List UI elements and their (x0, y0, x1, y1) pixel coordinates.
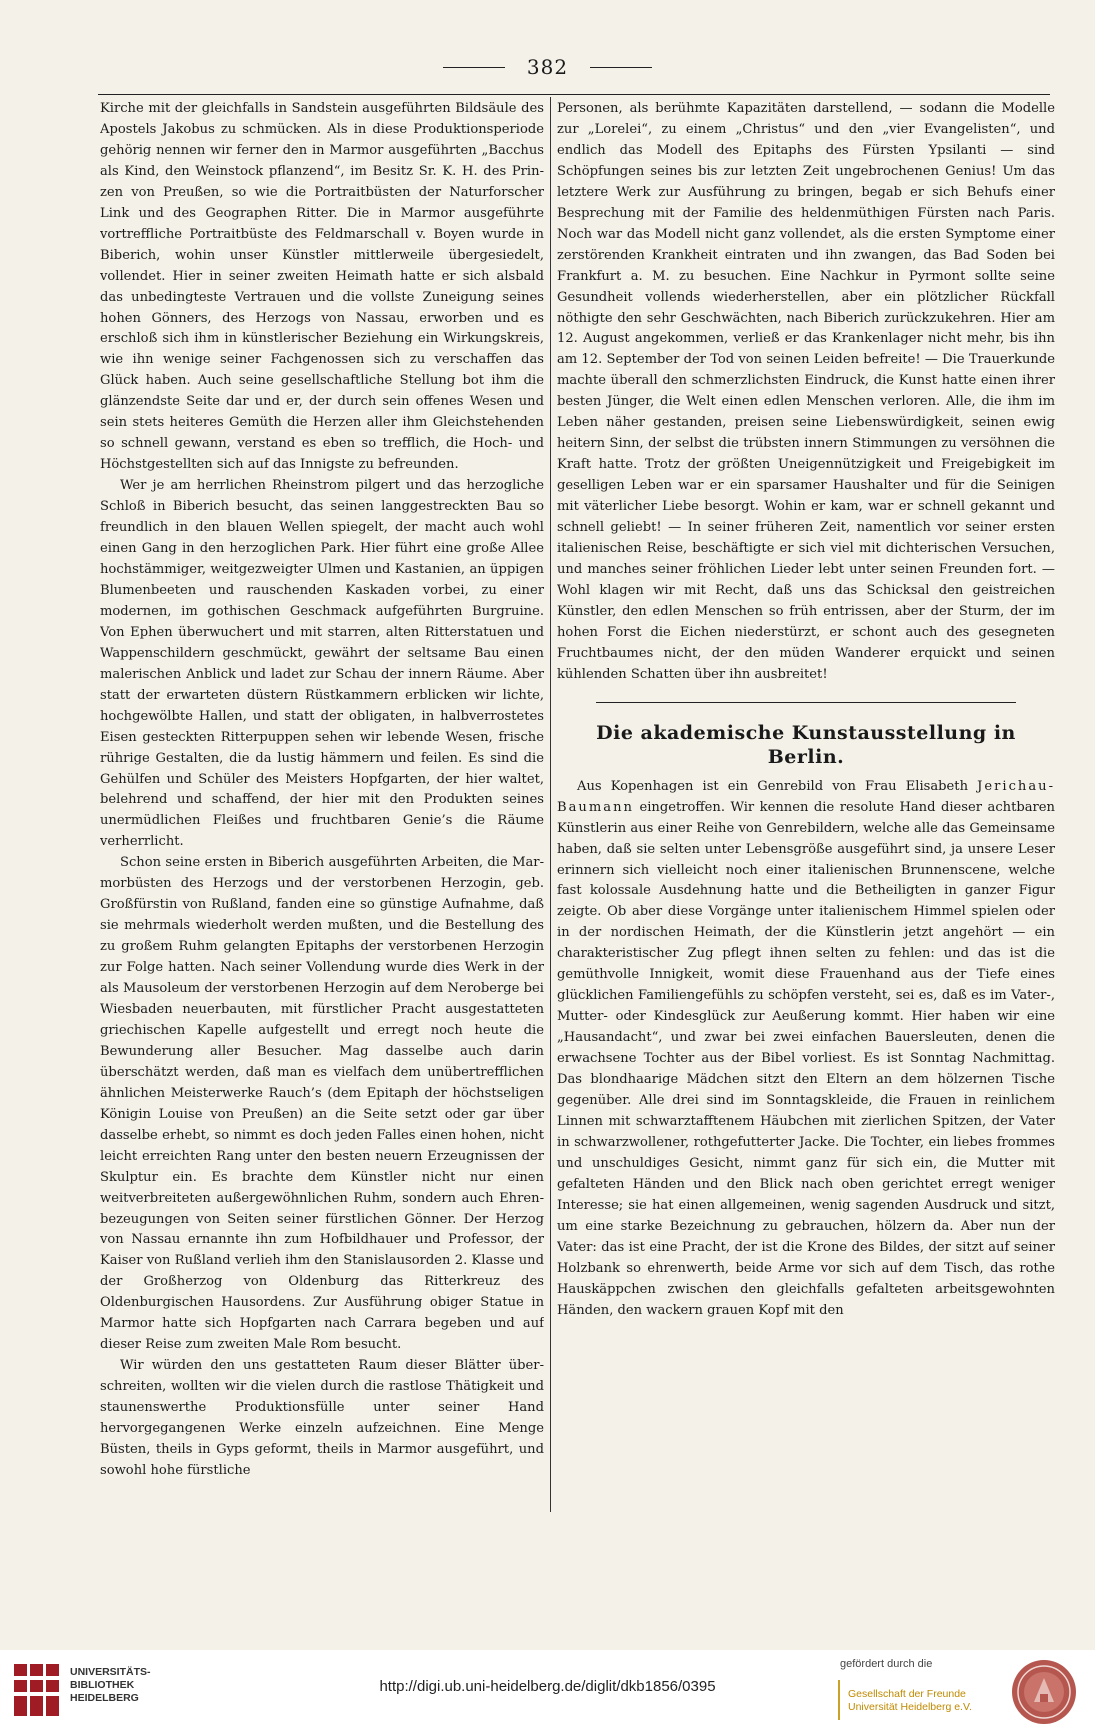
column-divider (550, 97, 551, 1512)
library-name-line: HEIDELBERG (70, 1692, 139, 1704)
article-heading: Die akademische Kunstausstellung in Berlin. (596, 721, 1016, 768)
article-opening-start: Aus Kopenhagen ist ein Genrebild von Frau Elisabeth (577, 778, 978, 794)
left-paragraph-1: Kirche mit der gleichfalls in Sandstein ausgeführten Bildsäule des Apostels Jakobus zu schmücken. Als in diese Produktionsperiode gehörig nennen wir ferner den in Marmor ausgeführten „Bacchus als Kind, den Weinstock pflanzend“, im Besitz Sr. K. H. des Prinzen von Preußen, so wie die Portraitbüsten der Naturforscher Link und des Geographen Ritter. Die in Marmor ausgeführte vortreffliche Portraitbüste des Feldmarschall v. Boyen wurde in Biberich, wohin unser Künstler mittlerweile übergesiedelt, vollendet. Hier in seiner zweiten Heimath hatte er sich alsbald das unbedingteste Vertrauen und die vollste Zuneigung seines hohen Gönners, des Herzogs von Nassau, erworben und es erschloß sich ihm in künstlerischer Beziehung ein Wirkungskreis, wie ihn wenige seiner Fachgenossen sich zu verschaffen das Glück haben. Auch seine gesellschaftliche Stellung bot ihm die glänzendste Seite dar und er, der durch sein offenes Wesen und sein stets heiteres Gemüth die Herzen aller ihm Gleichstehenden so schnell gewann, verstand es eben so trefflich, die Hoch- und Höchstgestellten sich auf das Innigste zu befreunden. (100, 101, 544, 473)
library-name-line: BIBLIOTHEK (70, 1679, 135, 1691)
header-dash-left (443, 67, 505, 68)
page-header (0, 55, 1095, 79)
left-paragraph-4: Wir würden den uns gestatteten Raum dieser Blätter überschreiten, wollten wir die vielen durch die rastlose Thätigkeit und staunenswerthe Produktionsfülle unter seiner Hand hervorgegangenen Werke einzeln aufzeichnen. Eine Menge Büsten, theils in Gyps geformt, theils in Marmor ausgeführt, und sowohl hohe fürstliche (100, 1358, 544, 1478)
page-number: 382 (526, 55, 569, 79)
left-paragraph-3: Schon seine ersten in Biberich ausgeführten Arbeiten, die Marmorbüsten des Herzogs und der verstorbenen Herzogin, geb. Großfürstin von Rußland, fanden eine so günstige Aufnahme, daß sie mehrmals wiederholt werden mußten, und die Bestellung des zu großem Ruhm gelangten Epitaphs der verstorbenen Herzogin zur Folge hatten. Nach seiner Vollendung wurde dies Werk in der als Mausoleum der verstorbenen Herzogin auf dem Neroberge bei Wiesbaden neuerbauten, mit fürstlicher Pracht ausgestatteten griechischen Kapelle aufgestellt und erregt noch heute die Bewunderung aller Besucher. Mag dasselbe auch darin überschätzt werden, daß man es vielfach dem unübertrefflichen ähnlichen Meisterwerke Rauch’s (dem Epitaph der höchstseligen Königin Louise von Preußen) an die Seite setzt oder gar über dasselbe erhebt, so nimmt es doch jeden Falles einen hohen, nicht leicht erreichten Rang unter den besten neuern Erzeugnissen der Skulptur ein. Es brachte dem Künstler nicht nur einen weitverbreiteten außergewöhnlichen Ruhm, sondern auch Ehrenbezeugungen von Seiten seiner fürstlichen Gönner. Der Herzog von Nassau ernannte ihn zum Hofbildhauer und Professor, der Kaiser von Rußland verlieh ihm den Stanislausorden 2. Klasse und der Großherzog von Oldenburg das Ritterkreuz des Oldenburgischen Hausordens. Zur Ausführung obiger Statue in Marmor hatte sich Hopfgarten nach Carrara begeben und auf dieser Reise zum zweiten Male Rom besucht. (100, 855, 544, 1353)
sponsor-divider (838, 1680, 840, 1720)
left-paragraph-2: Wer je am herrlichen Rheinstrom pilgert und das herzogliche Schloß in Biberich besucht, das seinen langgestreckten Bau so freundlich in den blauen Wellen spiegelt, der macht auch wohl einen Gang in den herzoglichen Park. Hier führt eine große Allee hochstämmiger, weitgezweigter Ulmen und Kastanien, an üppigen Blumenbeeten und rauschenden Kaskaden vorbei, zu einer modernen, im gothischen Geschmack aufgeführten Burgruine. Von Ephen überwuchert und mit starren, alten Ritterstatuen und Wappenschildern geschmückt, gewährt der seltsame Bau einen malerischen Anblick und ladet zur Schau der innern Räume. Aber statt der erwarteten düstern Rüstkammern erblicken wir lichte, hochgewölbte Hallen, und statt der obligaten, in halbverrostetes Eisen gesteckten Ritterpuppen sehen wir lebende Wesen, frische rührige Gestalten, die da lustig hämmern und feilen. Es sind die Gehülfen und Schüler des Meisters Hopfgarten, der hier waltet, belehrend und schaffend, der hier mit den Produkten seines unermüdlichen Fleißes und fruchtbaren Genie’s die Räume verherrlicht. (100, 478, 544, 850)
article-opening-rest: eingetroffen. Wir kennen die resolute Hand dieser achtbaren Künstlerin aus einer Reihe von Genrebildern, welche alle das Gemeinsame haben, daß sie selten unter Lebensgröße ausgeführt sind, ja unsere Leser erinnern sich vielleicht noch einer italienischen Brunnenscene, welche fast kolossale Ausdehnung hatte und die Betheiligten in ganzer Figur zeigte. Ob aber diese Vorgänge unter italienischem Himmel spielen oder in der nordischen Heimath, der die Künstlerin jetzt angehört — ein charakteristischer Zug pflegt ihnen selten zu fehlen: und das ist die gemüthvolle Innigkeit, womit diese Frauenhand aus der Tiefe eines glücklichen Familiengefühls zu schöpfen versteht, sei es, daß es im Vater-, Mutter- oder Kindesglück zur Aeußerung kommt. Hier haben wir eine „Hausandacht“, und zwar bei zwei einfachen Bauersleuten, denen die erwachsene Tochter aus der Bibel vorliest. Es ist Sonntag Nachmittag. Das blondhaarige Mädchen sitzt den Eltern an dem hölzernen Tische gegenüber. Alle drei sind im Sonntagskleide, die Frauen in reinlichem Linnen mit schwarztafftenem Häubchen mit zierlichen Spitzen, der Vater in schwarzwollener, rothgefutterter Jacke. Die Tochter, ein liebes frommes und unschuldiges Gesicht, nimmt ganz für sich ein, die Mutter mit gefalteten Händen und den Blick nach oben gerichtet erregt weniger Interesse; sie hat einen allgemeinen, wenig sagenden Ausdruck und sitzt, um eine starke Bezeichnung zu gebrauchen, hölzern da. Aber nun der Vater: das ist eine Pracht, der ist die Krone des Bildes, der sitzt auf seiner Holzbank so ehrenwerth, beide Arme vor sich auf dem Tisch, das rothe Hauskäppchen zwischen den gleichfalls gefalteten arbeitsgewohnten Händen, den wackern grauen Kopf mit den (557, 799, 1055, 1318)
right-column (557, 99, 1055, 1511)
article-paragraph (557, 777, 1055, 1322)
footer-bar (0, 1650, 1095, 1730)
left-column (100, 99, 544, 1511)
header-rule (98, 94, 1050, 95)
sponsor-label: gefördert durch die (840, 1658, 933, 1670)
library-name-line: UNIVERSITÄTS- (70, 1666, 151, 1678)
source-url-link[interactable]: http://digi.ub.uni-heidelberg.de/diglit/dkb1856/0395 (379, 1678, 716, 1695)
section-rule (596, 702, 1016, 703)
sponsor-name-line: Universität Heidelberg e.V. (848, 1701, 972, 1713)
right-paragraph-1: Personen, als berühmte Kapazitäten darstellend, — sodann die Modelle zur „Lorelei“, zu einem „Christus“ und den „vier Evangelisten“, und endlich das Modell des Epitaphs des Fürsten Ypsilanti — sind Schöpfungen seines bis zur letzten Zeit ungebrochenen Genius! Um das letztere Werk zur Ausführung zu bringen, begab er sich Behufs einer Besprechung mit der Familie des heldenmüthigen Fürsten nach Paris. Noch war das Modell nicht ganz vollendet, als die ersten Symptome einer zerstörenden Krankheit eintraten und ihn zwangen, das Bad Soden bei Frankfurt a. M. zu besuchen. Eine Nachkur in Pyrmont sollte seine Gesundheit vollends wiederherstellen, aber ein plötzlicher Rückfall nöthigte den sehr Geschwächten, nach Biberich zurückzukehren. Hier am 12. August angekommen, verließ er das Krankenlager nicht mehr, bis ihn am 12. September der Tod von seinen Leiden befreite! — Die Trauerkunde machte überall den schmerzlichsten Eindruck, die Kunst hatte einen ihrer besten Jünger, die Welt einen edlen Menschen verloren. Alle, die ihm im Leben näher gestanden, preisen seine Liebenswürdigkeit, seinen ewig heitern Sinn, der selbst die trübsten innern Stimmungen zu versöhnen die Kraft hatte. Trotz der größten Uneigennützigkeit und Freigebigkeit im geselligen Leben war er ein sparsamer Haushalter und für die Seinigen mit väterlicher Liebe besorgt. Wohin er kam, war er schnell gekannt und schnell geliebt! — In seiner früheren Zeit, namentlich vor seiner ersten italienischen Reise, beschäftigte er sich viel mit dichterischen Versuchen, und manches seiner fröhlichen Lieder lebt unter seinen Freunden fort. — Wohl klagen wir mit Recht, daß uns das Schicksal den geistreichen Künstler, den edlen Menschen so früh entrissen, aber der Sturm, der im hohen Forst die Eichen niederstürzt, er schont auch des gesegneten Fruchtbaumes nicht, der den müden Wanderer erquickt und seinen kühlenden Schatten über ihn ausbreitet! (557, 101, 1055, 682)
university-seal-icon (1010, 1658, 1078, 1726)
sponsor-name (848, 1688, 972, 1714)
header-dash-right (590, 67, 652, 68)
sponsor-name-line: Gesellschaft der Freunde (848, 1688, 966, 1700)
painter-name: Jerichau-Baumann (557, 778, 1055, 815)
